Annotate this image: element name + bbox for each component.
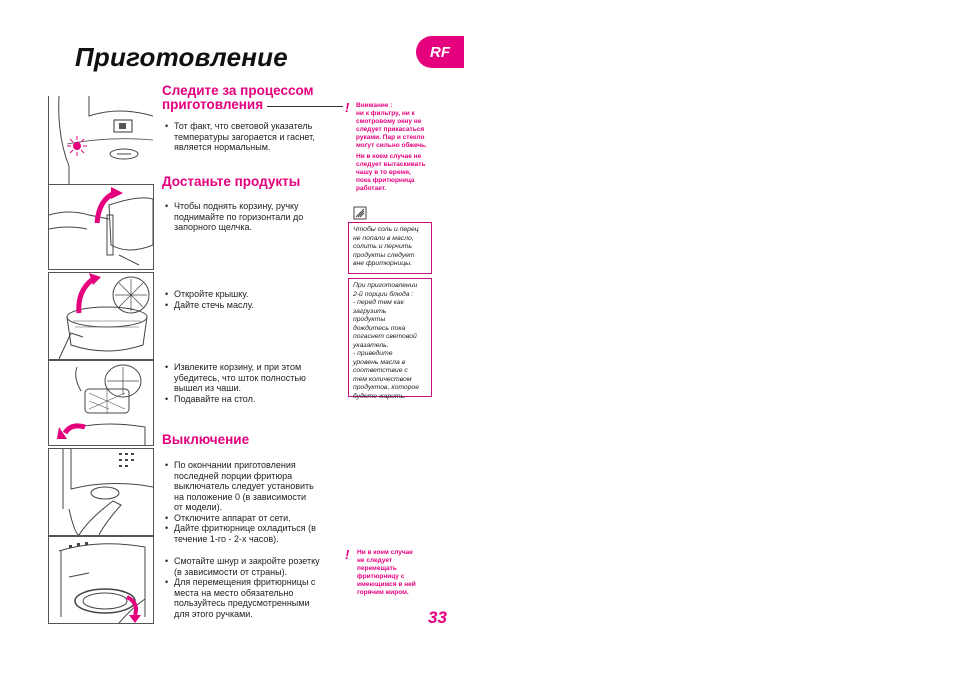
section2-bullets-a bbox=[162, 201, 312, 233]
list-item: • Для перемещения фритюрницы с места на место обязательно пользуйтесь предусмотренными для этого ручками. bbox=[162, 577, 322, 619]
list-item: • Отключите аппарат от сети. bbox=[162, 513, 317, 524]
warning-note-1: Внимание : ни к фильтру, ни к смотровому окну не следует прикасаться руками. Пар и стекло могут сильно обжечь. Ни в коем случае не следует вытаскивать чашу в то время, пока фритюрница работает. bbox=[356, 102, 427, 192]
warning-exclamation-icon: ! bbox=[345, 547, 350, 562]
list-item: • Чтобы поднять корзину, ручку поднимайте по горизонтали до запорного щелчка. bbox=[162, 201, 312, 233]
language-tab: RF bbox=[416, 36, 464, 68]
list-item: • Дайте фритюрнице охладиться (в течение 1-го - 2-х часов). bbox=[162, 523, 317, 544]
illustration-open-lid bbox=[48, 272, 154, 360]
tip-note-1: Чтобы соль и перец не попали в масло, солить и перчить продукты следует вне фритюрницы. bbox=[348, 222, 432, 274]
section3-bullets-a bbox=[162, 460, 317, 544]
list-item: • Откройте крышку. bbox=[162, 289, 312, 300]
list-item: • Подавайте на стол. bbox=[162, 394, 312, 405]
section-heading-switch-off: Выключение bbox=[162, 432, 250, 447]
illustration-switch-off bbox=[48, 448, 154, 536]
illustration-lift-basket bbox=[48, 184, 154, 270]
list-item: • Смотайте шнур и закройте розетку (в зависимости от страны). bbox=[162, 556, 322, 577]
section2-bullets-c bbox=[162, 362, 312, 404]
illustration-cord-storage bbox=[48, 536, 154, 624]
warning-note-2: Ни в коем случае не следует перемещать фритюрницу с имеющимся в ней горячим жиром. bbox=[357, 549, 416, 596]
page-number: 33 bbox=[428, 608, 447, 627]
tip-note-2: При приготовлении 2-й порции блюда : - перед тем как загрузить продукты дождитесь пока погаснет световой указатель. - приведите уровень масла в соответствие с тем количеством продуктов, которое будете жарить. bbox=[348, 278, 432, 397]
illustration-remove-basket bbox=[48, 360, 154, 446]
section-heading-monitor: Следите за процессом приготовления bbox=[162, 84, 343, 112]
section2-bullets-b bbox=[162, 289, 312, 310]
section3-bullets-b bbox=[162, 556, 322, 619]
illustration-indicator-light bbox=[48, 96, 153, 185]
section1-bullets bbox=[162, 121, 322, 153]
warning-exclamation-icon: ! bbox=[345, 100, 350, 115]
list-item: • Тот факт, что световой указатель температуры загорается и гаснет, является нормальным. bbox=[162, 121, 322, 153]
list-item: • Дайте стечь маслу. bbox=[162, 300, 312, 311]
section-heading-remove-food: Достаньте продукты bbox=[162, 174, 301, 189]
list-item: • Извлеките корзину, и при этом убедитесь, что шток полностью вышел из чаши. bbox=[162, 362, 312, 394]
page-title: Приготовление bbox=[75, 42, 288, 72]
list-item: • По окончании приготовления последней порции фритюра выключатель следует установить на положение 0 (в зависимости от модели). bbox=[162, 460, 317, 513]
